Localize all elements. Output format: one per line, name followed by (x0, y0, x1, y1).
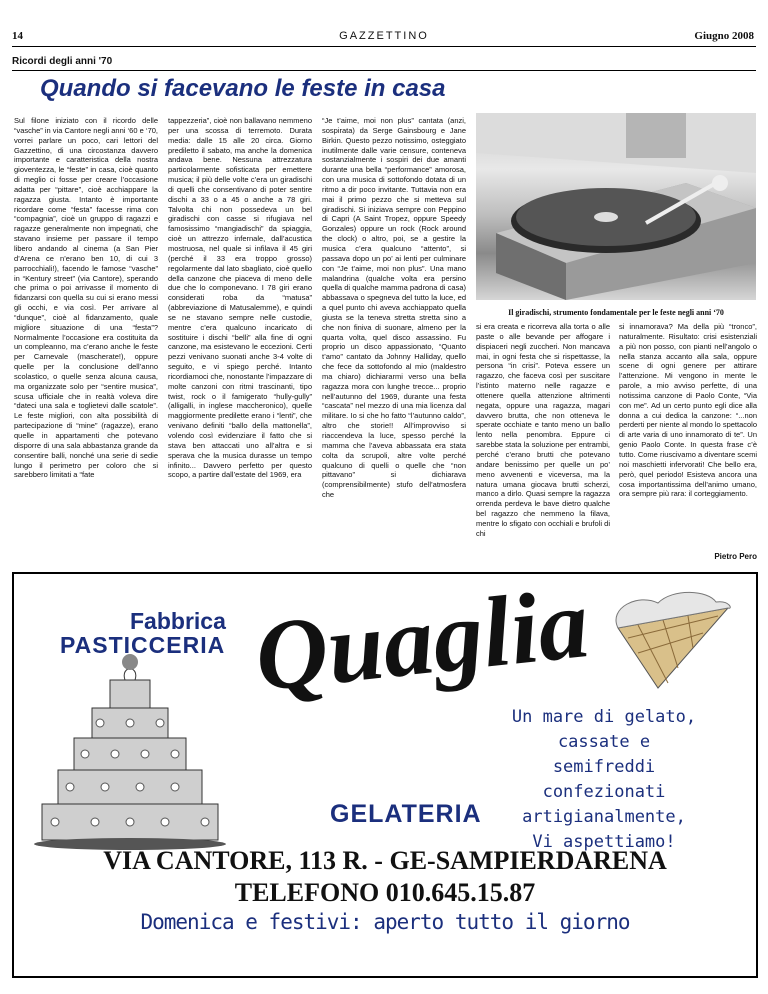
turntable-photo (476, 113, 756, 300)
ad-slogan-line: Vi aspettiamo! (532, 832, 676, 852)
issue-date: Giugno 2008 (694, 30, 754, 42)
ad-opening-hours: Domenica e festivi: aperto tutto il giorno (140, 910, 630, 934)
article-column-5: si innamorava? Ma della più “tronco”, naturalmente. Risultato: crisi esistenziali a più non posso, con pianti nell’angolo o nella stanza accanto alla sala, oppure scene di ogni genere per attirare l’attenzione. Mi vengono in mente le parole, a mio avviso perfette, di una notissima canzone di Paolo Conte, “Via con me”. Ad un certo punto egli dice alla donna a cui dedica la canzone: “...non perderti per niente al mondo lo spettacolo di arte varia di uno innamorato di te”. Un genio Paolo Conte. In questa frase c’è tutto. Come riuscivamo a diventare scemi noi maschietti infervorati! Che bello era, però, quel periodo! Esisteva ancora una cosa importantissima dell’animo umano, ora sempre più rara: il corteggiamento. (619, 322, 757, 499)
ad-slogan-line: confezionati (542, 782, 666, 802)
article-column-3: “Je t’aime, moi non plus” cantata (anzi, sospirata) da Serge Gainsbourg e Jane Birkin. Questo pezzo notissimo, osteggiato inutilmente dalle varie censure, conteneva sostanzialmente i sospiri dei due amanti durante una bella “performance” amorosa, con una musica di sottofondo dotata di un ritmo a dir poco invitante. Tuttavia non era mai il primo pezzo che si metteva sul giradischi. Si iniziava sempre con Peppino di Capri (A Saint Tropez, oppure Speedy Gonzales) oppure un rock (Rock around the clock) o altro, poi, se a gestire la musica c’era qualcuno “attento”, si passava dopo un po’ ai lenti per culminare con “Je t’aime, moi non plus”. Una mano malandrina (qualche volta era persino quella di qualche mamma padrona di casa) abbassava o spegneva del tutto la luce, ed a quel punto chi aveva acchiappato quella giusta se la teneva stretta stretta sino a che non finiva di suonare, almeno per la quarta volta, quel disco assassino. Fu proprio un disco appassionato, “Quanto t’amo” cantato da Johnny Halliday, quello che fece da sottofondo al mio (maldestro ma chiaro) dichiararmi verso una bella ragazza mora con lunghe trecce... proprio nell’autunno del 1969, durante una festa “cascata” nel mezzo di una mia licenza dal militare. Io si che ho fatto “l’autunno caldo”, altro che storie!! All’improvviso si riaccendeva la luce, spesso perché la mamma che l’aveva abbassata era stata colta da scrupoli, altre volte perché qualcuno di quelli o quelle che “non pittavano” si dichiarava (comprensibilmente) stufo dell’atmosfera che (322, 116, 466, 500)
ad-phone: TELEFONO 010.645.15.87 (234, 878, 536, 907)
ad-line-fabbrica: Fabbrica (130, 608, 226, 634)
ad-address: VIA CANTORE, 113 R. - GE-SAMPIERDARENA (103, 846, 667, 875)
ad-slogan-line: cassate e semifreddi (552, 732, 656, 777)
ad-slogan-line: artigianalmente, (522, 807, 686, 827)
page-number: 14 (12, 30, 23, 42)
publication-name: GAZZETTINO (339, 30, 429, 42)
author-name: Pietro Pero (714, 552, 757, 561)
turntable-illustration (476, 113, 756, 300)
ad-slogan (504, 705, 704, 855)
header-rule (12, 46, 756, 47)
ad-slogan-line: Un mare di gelato, (511, 707, 697, 727)
ad-line-pasticceria: PASTICCERIA (60, 632, 226, 658)
article-column-4: si era creata e ricorreva alla torta o alle paste o alle bevande per affogare i dispiaceri negli zuccheri. Non mancava mai, in ogni festa che si rispettasse, la persona “in crisi”. Poteva essere un ragazzo, che faceva così per suscitare l’istinto materno nelle ragazze e ottenere quella attenzione altrimenti negata, oppure una ragazza, magari davvero brutta, che non otteneva le sperate occhiate e tanto meno un ballo lento nella penombra. Eppure ci sarebbe stata la soluzione per entrambi, perché c’erano brutti che potevano andare benissimo per quelle un po’ meno avvenenti e viceversa, ma la natura umana giocava brutti scherzi, manco a dirlo. Quasi sempre la ragazza orrenda perdeva le bave dietro qualche bel ragazzo che nemmeno la filava, mentre lo sfigato con occhiali e brufoli di chi (476, 322, 610, 538)
ice-cream-cone-icon (598, 588, 738, 698)
ad-brand-logo: Quaglia (250, 567, 594, 713)
photo-caption: Il giradischi, strumento fondamentale per le feste negli anni ‘70 (508, 308, 724, 317)
section-label: Ricordi degli anni '70 (12, 56, 113, 67)
cake-illustration (30, 640, 230, 852)
ad-gelateria: GELATERIA (330, 800, 482, 828)
section-rule (12, 70, 756, 71)
article-title: Quando si facevano le feste in casa (40, 75, 446, 102)
article-column-1: Sul filone iniziato con il ricordo delle “vasche” in via Cantore negli anni ‘60 e ‘70, vorrei parlare un poco, cari lettori del Gazzettino, di una circostanza davvero importante e caratteristica della nostra gioventezza, le “feste” in casa, cioè quanto di meglio ci fosse per creare l’occasione adatta per “pittare”, cioè acchiappare la ragazza giusta. Intanto è importante ricordare come “festa” facesse rima con “compagnia”, cioè un gruppo di ragazzi e ragazze generalmente non impegnati, che stavano insieme per passare il tempo libero andando al cinema (a San Pier d’Arena ce n’erano ben 10, di cui 3 parrocchiali!), facendo le famose “vasche” in “Kentury street” (via Cantore), sperando che prima o poi arrivasse il momento di fidanzarsi con quella su cui si erano messi gli occhi, e via così. Per arrivare al “dunque”, cioè al fidanzamento, quale migliore situazione di una “festa”? Normalmente l’occasione era costituita da un compleanno, ma c’erano anche le feste per Carnevale (mascherate!), oppure quelle per la conclusione dell’anno scolastico, o quelle senza alcuna causa, ma organizzate solo per “sentire musica”, scusa ufficiale che in realtà voleva dire “dateci una sala e toglietevi dalle scatole”. Le feste migliori, con alta possibilità di partecipazione di “mine” (ragazze), erano quelle in appartamenti che potevano disporre di una sala abbastanza grande da consentire balli, nonché una serie di sedie lungo il perimetro per coloro che si sarebbero limitati a “fate (14, 116, 158, 480)
article-column-2: tappezzeria”, cioè non ballavano nemmeno per una scossa di terremoto. Durata media: dalle 15 alle 20 circa. Giorno prediletto il sabato, ma anche la domenica andava bene. Nessuna attrezzatura particolarmente sofisticata per emettere musica; il più delle volte c’era un giradischi di quelli che consentivano di poter sentire dischi a 33 o a 45 o anche a 78 giri. Talvolta chi non possedeva un bel giradischi con casse si rifugiava nel famosissimo “mangiadischi” da spiaggia, cioè un attrezzo infernale, dall’acustica mostruosa, nel quale si infilava il 45 giri (perché il 33 era troppo grosso) regolarmente dal lato sbagliato, cioè quello della canzone che piaceva di meno delle due che lo componevano. I 78 giri erano considerati roba da “matusa” (abbreviazione di Matusalemme), e quindi se ne stavano sempre nelle custodie, mentre c’era qualcuno incaricato di sostituire i dischi “belli” alla fine di ogni canzone, ma esistevano le eccezioni. Certi pezzi venivano suonati anche 3-4 volte di seguito, e vi spiego perché. Intanto ricordiamoci che, nonostante l’impazzare di molte canzoni con ritmi trascinanti, tipo twist, rock o il famigerato “hully-gully” (alligalli, in inglese maccheronico), quelle maggiormente predilette erano i “lenti”, che venivano definiti “ballo della mattonella”, volendo così evidenziare il fatto che si stava ben attaccati uno all’altra e si sperava che la musica durasse un tempo infinito... Davvero perfetto per questo scopo, a partire dall’estate del 1969, era (168, 116, 312, 480)
